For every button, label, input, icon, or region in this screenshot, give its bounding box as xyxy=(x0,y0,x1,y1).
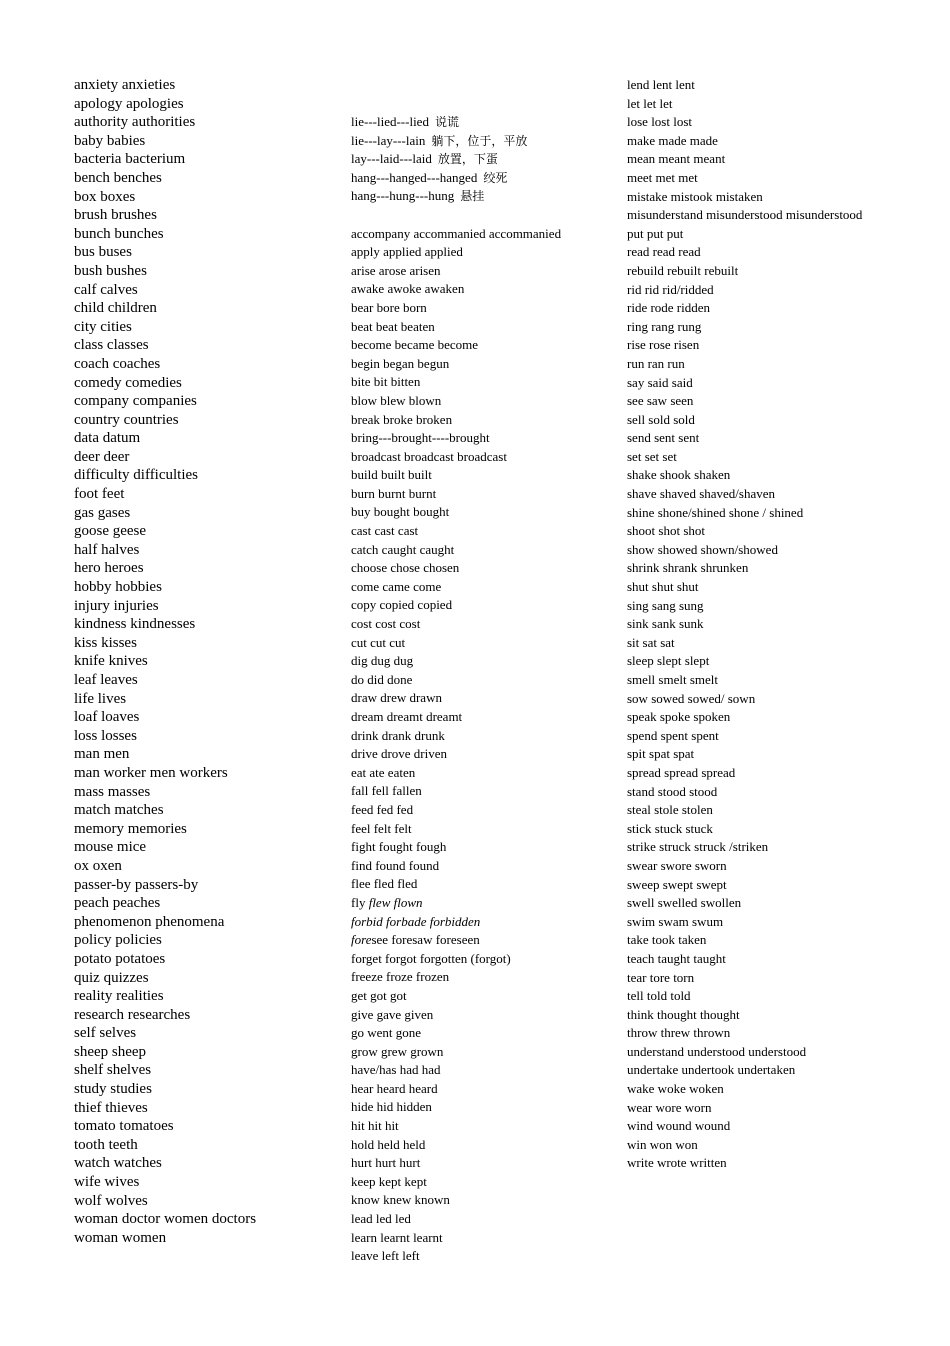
verb-row: blow blew blown xyxy=(351,392,442,408)
verb-row: ride rode ridden xyxy=(627,300,711,316)
noun-row: mouse mice xyxy=(74,839,147,856)
noun-row: baby babies xyxy=(74,132,146,149)
verb-row: put put put xyxy=(627,225,684,241)
verb-row: drink drank drunk xyxy=(351,727,445,743)
verb-row: sit sat sat xyxy=(627,634,675,650)
verb-row: lose lost lost xyxy=(627,114,693,130)
verb-row: cast cast cast xyxy=(351,523,419,539)
noun-row: quiz quizzes xyxy=(74,969,149,986)
noun-row: deer deer xyxy=(74,448,130,465)
noun-row: data datum xyxy=(74,430,141,447)
verb-row-forbid: forbid forbade forbidden xyxy=(351,913,481,929)
noun-row: reality realities xyxy=(74,988,164,1005)
noun-row: man worker men workers xyxy=(74,764,228,781)
verb-row: sell sold sold xyxy=(627,411,695,427)
noun-row: goose geese xyxy=(74,523,147,540)
verb-row: come came come xyxy=(351,578,442,594)
verb-row: rise rose risen xyxy=(627,337,700,353)
noun-row: child children xyxy=(74,300,157,317)
verb-row: rebuild rebuilt rebuilt xyxy=(627,262,739,278)
verb-row: burn burnt burnt xyxy=(351,485,437,501)
verb-row: hit hit hit xyxy=(351,1118,399,1134)
verb-row: dig dug dug xyxy=(351,653,414,669)
noun-row: wolf wolves xyxy=(74,1192,148,1209)
noun-row: half halves xyxy=(74,541,140,558)
noun-row: difficulty difficulties xyxy=(74,467,199,484)
verb-row: build built built xyxy=(351,467,432,483)
noun-row: watch watches xyxy=(74,1155,162,1172)
noun-row: coach coaches xyxy=(74,355,161,372)
noun-row: passer-by passers-by xyxy=(74,876,199,893)
noun-row: company companies xyxy=(74,393,197,410)
verb-list-b xyxy=(351,950,621,1266)
noun-row: study studies xyxy=(74,1081,152,1098)
verb-row: apply applied applied xyxy=(351,244,463,260)
verb-row: choose chose chosen xyxy=(351,560,460,576)
noun-row: foot feet xyxy=(74,486,125,503)
verb-row: spread spread spread xyxy=(627,764,736,780)
verb-row: bite bit bitten xyxy=(351,374,421,390)
verb-meaning: 悬挂 xyxy=(460,189,485,204)
verb-forms: lay---laid---laid xyxy=(351,151,432,167)
verb-row: sweep swept swept xyxy=(627,876,727,892)
noun-row: authority authorities xyxy=(74,114,196,131)
verb-list-a xyxy=(351,225,621,894)
verb-row: shave shaved shaved/shaven xyxy=(627,486,776,502)
verb-row: keep kept kept xyxy=(351,1173,427,1189)
verb-row: shut shut shut xyxy=(627,579,699,595)
verb-row: go went gone xyxy=(351,1025,422,1041)
verb-row-fly: fly flew flown xyxy=(351,894,423,910)
verb-row: smell smelt smelt xyxy=(627,672,718,687)
noun-plural-column xyxy=(74,76,344,1247)
verb-row: hurt hurt hurt xyxy=(351,1155,421,1171)
verb-row: bear bore born xyxy=(351,299,427,315)
noun-row: woman doctor women doctors xyxy=(74,1211,257,1228)
irregular-verb-column-2 xyxy=(627,76,947,1173)
verb-row: hide hid hidden xyxy=(351,1099,432,1115)
verb-meaning: 说谎 xyxy=(434,115,459,129)
verb-row: give gave given xyxy=(351,1006,434,1022)
noun-row: calf calves xyxy=(74,281,138,298)
verb-row: set set set xyxy=(627,448,677,464)
noun-row: ox oxen xyxy=(74,857,122,874)
special-verb-row xyxy=(351,187,621,206)
verb-row: mean meant meant xyxy=(627,151,726,167)
noun-row: shelf shelves xyxy=(74,1062,152,1079)
verb-meaning: 躺下，位于，平放 xyxy=(431,133,528,148)
verb-row: say said said xyxy=(627,374,693,390)
verb-row: hear heard heard xyxy=(351,1080,438,1096)
verb-row: meet met met xyxy=(627,169,698,185)
verb-row: shake shook shaken xyxy=(627,467,731,483)
verb-row: take took taken xyxy=(627,932,707,948)
verb-row: accompany accommanied accommanied xyxy=(351,225,562,241)
noun-row: life lives xyxy=(74,690,127,707)
verb-row: see saw seen xyxy=(627,393,694,409)
noun-row: anxiety anxieties xyxy=(74,77,176,93)
noun-row: wife wives xyxy=(74,1174,140,1191)
verb-row: beat beat beaten xyxy=(351,318,435,334)
noun-row: box boxes xyxy=(74,188,136,205)
verb-row: feed fed fed xyxy=(351,801,414,817)
verb-row: speak spoke spoken xyxy=(627,709,731,725)
verb-row: buy bought bought xyxy=(351,504,450,520)
special-verb-row xyxy=(351,169,621,188)
verb-row: sow sowed sowed/ sown xyxy=(627,690,756,706)
verb-row: grow grew grown xyxy=(351,1043,444,1059)
verb-row: win won won xyxy=(627,1136,698,1152)
verb-row: fight fought fough xyxy=(351,839,447,855)
verb-row: flee fled fled xyxy=(351,876,418,892)
verb-row: teach taught taught xyxy=(627,950,726,966)
verb-row-foresee: foresee foresaw foreseen xyxy=(351,932,480,948)
noun-row: country countries xyxy=(74,411,179,428)
verb-row: eat ate eaten xyxy=(351,764,416,780)
verb-row: shoot shot shot xyxy=(627,523,706,539)
noun-row: hobby hobbies xyxy=(74,579,162,596)
verb-row: shrink shrank shrunken xyxy=(627,560,749,576)
verb-row: drive drove driven xyxy=(351,746,448,762)
verb-row: dream dreamt dreamt xyxy=(351,709,463,724)
verb-row: mistake mistook mistaken xyxy=(627,188,763,204)
verb-row: make made made xyxy=(627,132,718,148)
verb-row: lead led led xyxy=(351,1211,411,1227)
verb-row: think thought thought xyxy=(627,1006,740,1022)
noun-row: knife knives xyxy=(74,653,148,670)
verb-row: forget forgot forgotten (forgot) xyxy=(351,950,511,966)
noun-row: class classes xyxy=(74,337,149,354)
noun-row: loaf loaves xyxy=(74,709,140,726)
special-verb-row xyxy=(351,132,621,151)
noun-row: match matches xyxy=(74,802,164,819)
verb-row: cost cost cost xyxy=(351,616,421,632)
verb-row: sleep slept slept xyxy=(627,653,710,669)
noun-row: mass masses xyxy=(74,783,151,800)
verb-row: spend spent spent xyxy=(627,727,719,743)
verb-row: learn learnt learnt xyxy=(351,1229,443,1245)
noun-row: man men xyxy=(74,746,130,763)
noun-row: thief thieves xyxy=(74,1099,148,1116)
noun-row: leaf leaves xyxy=(74,672,138,688)
verb-row: throw threw thrown xyxy=(627,1025,731,1041)
verb-row: undertake undertook undertaken xyxy=(627,1062,796,1078)
verb-row: get got got xyxy=(351,987,407,1003)
verb-row: catch caught caught xyxy=(351,541,455,557)
noun-row: bench benches xyxy=(74,169,162,186)
verb-row: find found found xyxy=(351,857,440,873)
verb-row: broadcast broadcast broadcast xyxy=(351,448,507,464)
verb-row: copy copied copied xyxy=(351,597,453,613)
verb-row: fall fell fallen xyxy=(351,783,422,799)
verb-row: strike struck struck /striken xyxy=(627,839,769,855)
verb-row: steal stole stolen xyxy=(627,802,713,818)
verb-row: swear swore sworn xyxy=(627,857,727,873)
noun-row: phenomenon phenomena xyxy=(74,913,225,930)
special-verb-list xyxy=(351,113,621,206)
verb-row: cut cut cut xyxy=(351,634,406,650)
verb-row: hold held held xyxy=(351,1136,426,1152)
noun-row: potato potatoes xyxy=(74,950,166,967)
special-verb-row xyxy=(351,150,621,169)
verb-row: send sent sent xyxy=(627,430,700,446)
spacer xyxy=(351,206,621,225)
verb-row: rid rid rid/ridded xyxy=(627,281,714,297)
noun-row: gas gases xyxy=(74,504,131,521)
noun-row: comedy comedies xyxy=(74,374,182,391)
verb-row: draw drew drawn xyxy=(351,690,442,706)
noun-row: kindness kindnesses xyxy=(74,616,196,633)
noun-row: bacteria bacterium xyxy=(74,151,186,168)
verb-row: sink sank sunk xyxy=(627,616,704,632)
noun-row: brush brushes xyxy=(74,207,157,224)
verb-row: tell told told xyxy=(627,988,691,1004)
noun-row: kiss kisses xyxy=(74,634,137,651)
noun-row: policy policies xyxy=(74,932,162,949)
noun-row: bus buses xyxy=(74,244,132,261)
verb-row: leave left left xyxy=(351,1248,420,1264)
verb-row: feel felt felt xyxy=(351,820,412,836)
noun-row: bush bushes xyxy=(74,262,147,279)
verb-meaning: 放置，下蛋 xyxy=(437,152,498,167)
irregular-verb-column-1 xyxy=(351,113,621,1266)
noun-row: self selves xyxy=(74,1025,137,1042)
noun-row: injury injuries xyxy=(74,597,159,614)
verb-row: sing sang sung xyxy=(627,597,704,613)
noun-row: tooth teeth xyxy=(74,1136,138,1153)
verb-row: understand understood understood xyxy=(627,1043,807,1059)
verb-row: arise arose arisen xyxy=(351,262,441,278)
verb-row: wear wore worn xyxy=(627,1099,712,1115)
verb-row: shine shone/shined shone / shined xyxy=(627,504,804,520)
verb-row: swim swam swum xyxy=(627,913,724,929)
noun-row: bunch bunches xyxy=(74,225,164,242)
noun-row: research researches xyxy=(74,1006,191,1023)
verb-row: bring---brought----brought xyxy=(351,430,490,446)
verb-row: wake woke woken xyxy=(627,1081,724,1097)
verb-row: write wrote written xyxy=(627,1155,727,1171)
verb-row: run ran run xyxy=(627,355,685,371)
verb-row: swell swelled swollen xyxy=(627,895,742,911)
noun-row: peach peaches xyxy=(74,895,161,912)
verb-row: lend lent lent xyxy=(627,77,695,92)
verb-row: awake awoke awaken xyxy=(351,281,465,297)
verb-row: freeze froze frozen xyxy=(351,969,450,985)
verb-row: have/has had had xyxy=(351,1062,441,1078)
verb-row: become became become xyxy=(351,337,479,353)
noun-row: hero heroes xyxy=(74,560,144,577)
noun-row: woman women xyxy=(74,1229,167,1246)
noun-row: sheep sheep xyxy=(74,1043,147,1060)
noun-row: tomato tomatoes xyxy=(74,1118,174,1135)
noun-row: loss losses xyxy=(74,727,137,744)
verb-row: tear tore torn xyxy=(627,969,695,985)
verb-row: spit spat spat xyxy=(627,746,695,762)
verb-forms: lie---lay---lain xyxy=(351,132,426,148)
verb-row: wind wound wound xyxy=(627,1118,731,1134)
special-verb-row xyxy=(351,113,621,132)
verb-row: break broke broken xyxy=(351,411,453,427)
verb-row: stand stood stood xyxy=(627,783,718,799)
verb-row: show showed shown/showed xyxy=(627,541,778,557)
verb-row: misunderstand misunderstood misunderstood xyxy=(627,207,863,223)
noun-row: apology apologies xyxy=(74,95,184,112)
verb-row: do did done xyxy=(351,671,413,687)
noun-row: memory memories xyxy=(74,820,187,837)
verb-row: begin began begun xyxy=(351,355,450,371)
verb-row: ring rang rung xyxy=(627,318,702,334)
noun-row: city cities xyxy=(74,318,132,335)
verb-meaning: 绞死 xyxy=(483,170,508,185)
verb-row: stick stuck stuck xyxy=(627,820,713,836)
verb-forms: hang---hanged---hanged xyxy=(351,169,478,185)
verb-row: read read read xyxy=(627,244,701,260)
verb-row: let let let xyxy=(627,95,673,111)
verb-forms: lie---lied---lied xyxy=(351,114,429,129)
verb-forms: hang---hung---hung xyxy=(351,188,455,204)
verb-row: know knew known xyxy=(351,1192,450,1208)
